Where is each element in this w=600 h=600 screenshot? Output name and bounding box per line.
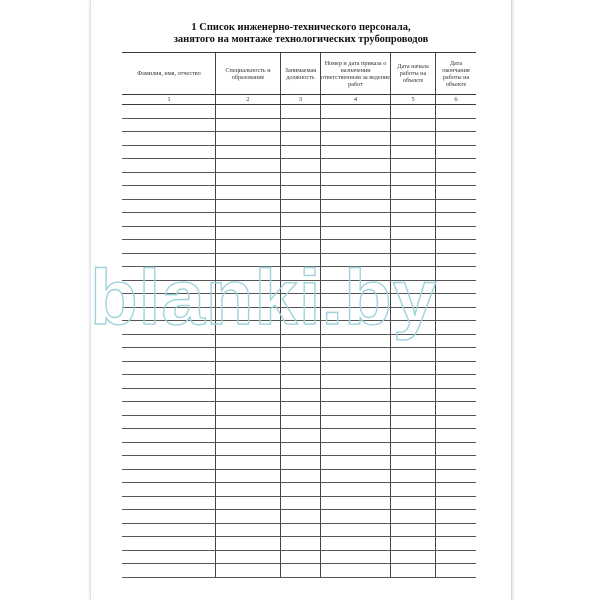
table-row bbox=[122, 469, 476, 470]
table-row bbox=[122, 482, 476, 483]
table-row bbox=[122, 401, 476, 402]
table-row bbox=[122, 536, 476, 537]
column-header-end-date: Дата окончания работы на объекте bbox=[442, 59, 470, 88]
table-row bbox=[122, 320, 476, 321]
table-row bbox=[122, 428, 476, 429]
table-row bbox=[122, 455, 476, 456]
table-row bbox=[122, 374, 476, 375]
document-title bbox=[91, 22, 511, 46]
table-row bbox=[122, 158, 476, 159]
table-row bbox=[122, 496, 476, 497]
column-header-specialty: Специальность и образование bbox=[225, 66, 271, 81]
column-header-full-name: Фамилия, имя, отчество bbox=[137, 70, 201, 77]
table-row bbox=[122, 172, 476, 173]
column-number-2: 2 bbox=[246, 95, 250, 103]
table-row bbox=[122, 253, 476, 254]
number-row-bottom-rule bbox=[122, 104, 476, 105]
column-number-1: 1 bbox=[167, 95, 171, 103]
table-row bbox=[122, 415, 476, 416]
table-row bbox=[122, 266, 476, 267]
form-sheet bbox=[90, 0, 512, 600]
personnel-table bbox=[122, 52, 476, 578]
column-header-position: Занимаемая должность bbox=[284, 66, 317, 81]
table-row bbox=[122, 185, 476, 186]
table-row bbox=[122, 509, 476, 510]
table-row bbox=[122, 307, 476, 308]
table-row bbox=[122, 280, 476, 281]
table-row bbox=[122, 442, 476, 443]
column-header-start-date: Дата начала работы на объекте bbox=[397, 63, 429, 84]
table-row bbox=[122, 199, 476, 200]
column-number-5: 5 bbox=[411, 95, 415, 103]
title-line-2: занятого на монтаже технологических трубопроводов bbox=[173, 34, 429, 45]
table-row bbox=[122, 563, 476, 564]
table-row bbox=[122, 118, 476, 119]
table-row bbox=[122, 347, 476, 348]
table-row bbox=[122, 523, 476, 524]
table-row bbox=[122, 212, 476, 213]
title-line-1: 1 Список инженерно-технического персонала, bbox=[191, 22, 411, 33]
header-bottom-rule bbox=[122, 94, 476, 95]
table-top-border bbox=[122, 52, 476, 53]
table-row bbox=[122, 293, 476, 294]
table-row bbox=[122, 550, 476, 551]
column-number-6: 6 bbox=[454, 95, 458, 103]
table-row bbox=[122, 226, 476, 227]
table-row bbox=[122, 577, 476, 578]
table-row bbox=[122, 145, 476, 146]
column-number-4: 4 bbox=[353, 95, 358, 103]
table-row bbox=[122, 131, 476, 132]
table-row bbox=[122, 239, 476, 240]
table-row bbox=[122, 334, 476, 335]
column-number-3: 3 bbox=[298, 95, 303, 103]
table-row bbox=[122, 361, 476, 362]
table-row bbox=[122, 388, 476, 389]
column-header-order: Номер и дата приказа о назначении ответственным за ведение работ bbox=[321, 59, 390, 88]
